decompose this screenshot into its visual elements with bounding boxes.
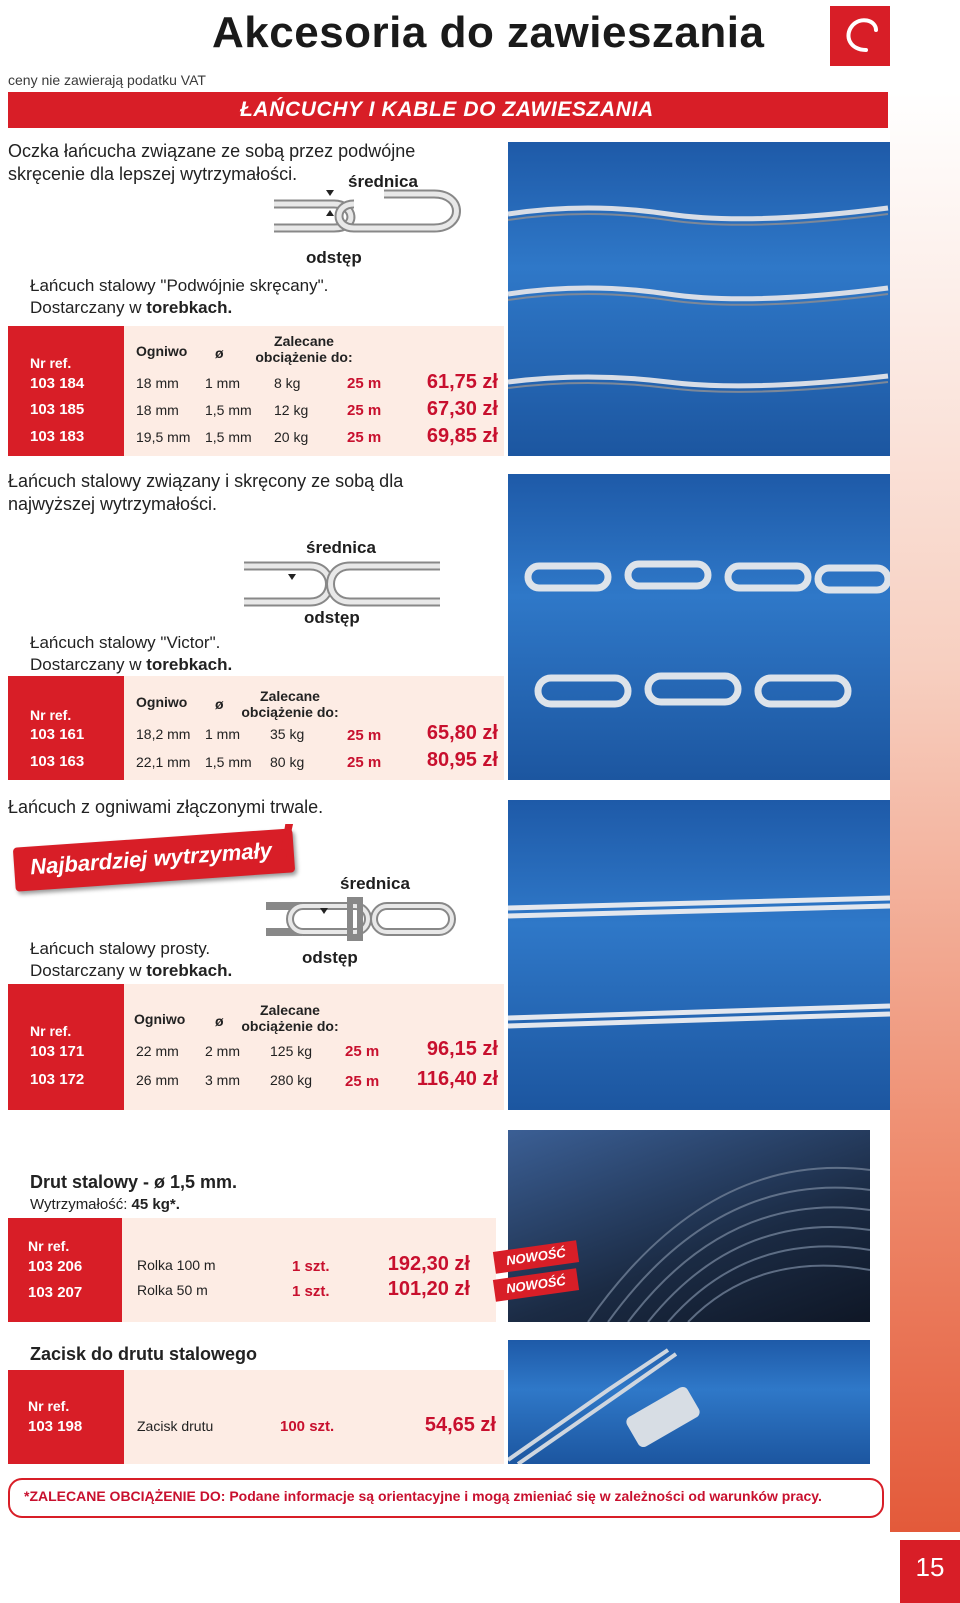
straight-chain-photo <box>508 800 890 1110</box>
price-value: 65,80 zł <box>426 722 498 744</box>
nr-ref-header: Nr ref. <box>28 1238 70 1254</box>
ogniwo-value: 18 mm <box>136 375 179 391</box>
victor-chain-diagram <box>240 556 444 612</box>
ref-value: 103 172 <box>30 1071 85 1088</box>
spacing-label: odstęp <box>304 608 360 627</box>
page-number: 15 <box>915 1552 945 1582</box>
chain-image <box>508 474 890 780</box>
chain-image <box>508 800 890 1110</box>
delivery-note: Dostarczany w torebkach. <box>30 298 233 317</box>
chain-image <box>508 142 890 456</box>
quantity-value: 100 szt. <box>280 1418 335 1435</box>
ref-value: 103 185 <box>30 401 85 418</box>
hook-logo <box>830 6 890 66</box>
product-name: Łańcuch stalowy "Podwójnie skręcany". <box>30 276 329 295</box>
nr-ref-header: Nr ref. <box>30 707 72 723</box>
load-value: 20 kg <box>274 429 309 445</box>
ref-value: 103 163 <box>30 753 85 770</box>
vat-note: ceny nie zawierają podatku VAT <box>8 72 206 88</box>
diameter-label: średnica <box>340 874 410 893</box>
price-value: 101,20 zł <box>387 1278 470 1300</box>
wire-strength: Wytrzymałość: 45 kg*. <box>30 1196 180 1213</box>
straight-chain-diagram <box>262 896 466 942</box>
ref-value: 103 161 <box>30 726 85 743</box>
product-name: Łańcuch stalowy prosty. <box>30 939 211 958</box>
victor-chain-photo <box>508 474 890 780</box>
load-header: Zalecane obciążenie do: <box>255 333 353 365</box>
length-value: 25 m <box>347 429 382 446</box>
nr-ref-header: Nr ref. <box>30 355 72 371</box>
item-name: Zacisk drutu <box>137 1418 214 1434</box>
load-value: 12 kg <box>274 402 309 418</box>
length-value: 25 m <box>347 375 382 392</box>
ogniwo-value: 18,2 mm <box>136 726 191 742</box>
length-value: 25 m <box>347 754 382 771</box>
new-badge: NOWOŚĆ <box>493 1268 579 1301</box>
diameter-header: ø <box>215 1013 224 1029</box>
length-value: 25 m <box>345 1043 380 1060</box>
diameter-value: 1 mm <box>205 375 240 391</box>
ogniwo-value: 22,1 mm <box>136 754 191 770</box>
category-title: ŁAŃCUCHY I KABLE DO ZAWIESZANIA <box>240 98 654 121</box>
ogniwo-value: 22 mm <box>136 1043 179 1059</box>
price-value: 192,30 zł <box>387 1253 470 1275</box>
product-name: Łańcuch stalowy "Victor". <box>30 633 221 652</box>
load-header: Zalecane obciążenie do: <box>241 688 339 720</box>
ogniwo-value: 19,5 mm <box>136 429 191 445</box>
quantity-value: 1 szt. <box>292 1258 330 1275</box>
side-gradient <box>890 92 960 1532</box>
item-name: Rolka 100 m <box>137 1257 216 1273</box>
ogniwo-header: Ogniwo <box>134 1011 186 1027</box>
item-name: Rolka 50 m <box>137 1282 208 1298</box>
section2-description: Łańcuch stalowy związany i skręcony ze sobą dla najwyższej wytrzymałości. <box>8 471 404 514</box>
clamp-image <box>508 1340 870 1464</box>
hook-icon <box>830 6 890 66</box>
length-value: 25 m <box>347 727 382 744</box>
wire-title: Drut stalowy - ø 1,5 mm. <box>30 1172 238 1192</box>
section1-description: Oczka łańcucha związane ze sobą przez podwójne skręcenie dla lepszej wytrzymałości. <box>8 141 416 184</box>
clamp-title: Zacisk do drutu stalowego <box>30 1344 258 1364</box>
nr-ref-header: Nr ref. <box>30 1023 72 1039</box>
load-value: 125 kg <box>270 1043 313 1059</box>
load-value: 35 kg <box>270 726 305 742</box>
diameter-value: 3 mm <box>205 1072 240 1088</box>
ref-value: 103 183 <box>30 428 85 445</box>
ref-value: 103 207 <box>28 1284 83 1301</box>
diameter-value: 1 mm <box>205 726 240 742</box>
quantity-value: 1 szt. <box>292 1283 330 1300</box>
wire-roll-image <box>508 1130 870 1322</box>
ogniwo-header: Ogniwo <box>136 694 188 710</box>
footer-note: *ZALECANE OBCIĄŻENIE DO: Podane informacje są orientacyjne i mogą zmieniać się w zależności od warunków pracy. <box>24 1488 822 1504</box>
section3-product <box>30 938 232 982</box>
section3-description: Łańcuch z ogniwami złączonymi trwale. <box>8 797 324 817</box>
section1-product <box>30 275 328 319</box>
section5-ref-column <box>8 1370 124 1464</box>
diameter-value: 2 mm <box>205 1043 240 1059</box>
price-value: 116,40 zł <box>416 1068 498 1090</box>
delivery-note: Dostarczany w torebkach. <box>30 655 233 674</box>
double-twist-chain-diagram <box>264 186 474 246</box>
diameter-header: ø <box>215 696 224 712</box>
exclamation-mark: ! <box>276 813 294 873</box>
load-value: 8 kg <box>274 375 301 391</box>
new-badge: NOWOŚĆ <box>493 1240 579 1273</box>
diameter-label: średnica <box>348 172 418 191</box>
length-value: 25 m <box>347 402 382 419</box>
wire-clamp-photo <box>508 1340 870 1464</box>
nr-ref-header: Nr ref. <box>28 1398 70 1414</box>
ogniwo-value: 18 mm <box>136 402 179 418</box>
price-value: 54,65 zł <box>424 1414 496 1436</box>
diameter-label: średnica <box>306 538 376 557</box>
price-value: 96,15 zł <box>426 1038 498 1060</box>
load-value: 280 kg <box>270 1072 313 1088</box>
ref-value: 103 171 <box>30 1043 85 1060</box>
spacing-label: odstęp <box>306 248 362 267</box>
wire-roll-photo <box>508 1130 870 1322</box>
ref-value: 103 184 <box>30 375 85 392</box>
length-value: 25 m <box>345 1073 380 1090</box>
price-value: 80,95 zł <box>426 749 498 771</box>
delivery-note: Dostarczany w torebkach. <box>30 961 233 980</box>
price-value: 67,30 zł <box>426 398 498 420</box>
price-value: 61,75 zł <box>426 371 498 393</box>
diameter-value: 1,5 mm <box>205 754 252 770</box>
ogniwo-header: Ogniwo <box>136 343 188 359</box>
load-value: 80 kg <box>270 754 305 770</box>
page-title: Akcesoria do zawieszania <box>212 8 765 57</box>
ogniwo-value: 26 mm <box>136 1072 179 1088</box>
diameter-value: 1,5 mm <box>205 429 252 445</box>
double-twist-chain-photo <box>508 142 890 456</box>
spacing-label: odstęp <box>302 948 358 967</box>
section2-product <box>30 632 232 676</box>
load-header: Zalecane obciążenie do: <box>241 1002 339 1034</box>
diameter-header: ø <box>215 345 224 361</box>
ref-value: 103 206 <box>28 1258 83 1275</box>
strongest-badge-text: Najbardziej wytrzymały <box>29 837 273 880</box>
price-value: 69,85 zł <box>426 425 498 447</box>
ref-value: 103 198 <box>28 1418 83 1435</box>
diameter-value: 1,5 mm <box>205 402 252 418</box>
